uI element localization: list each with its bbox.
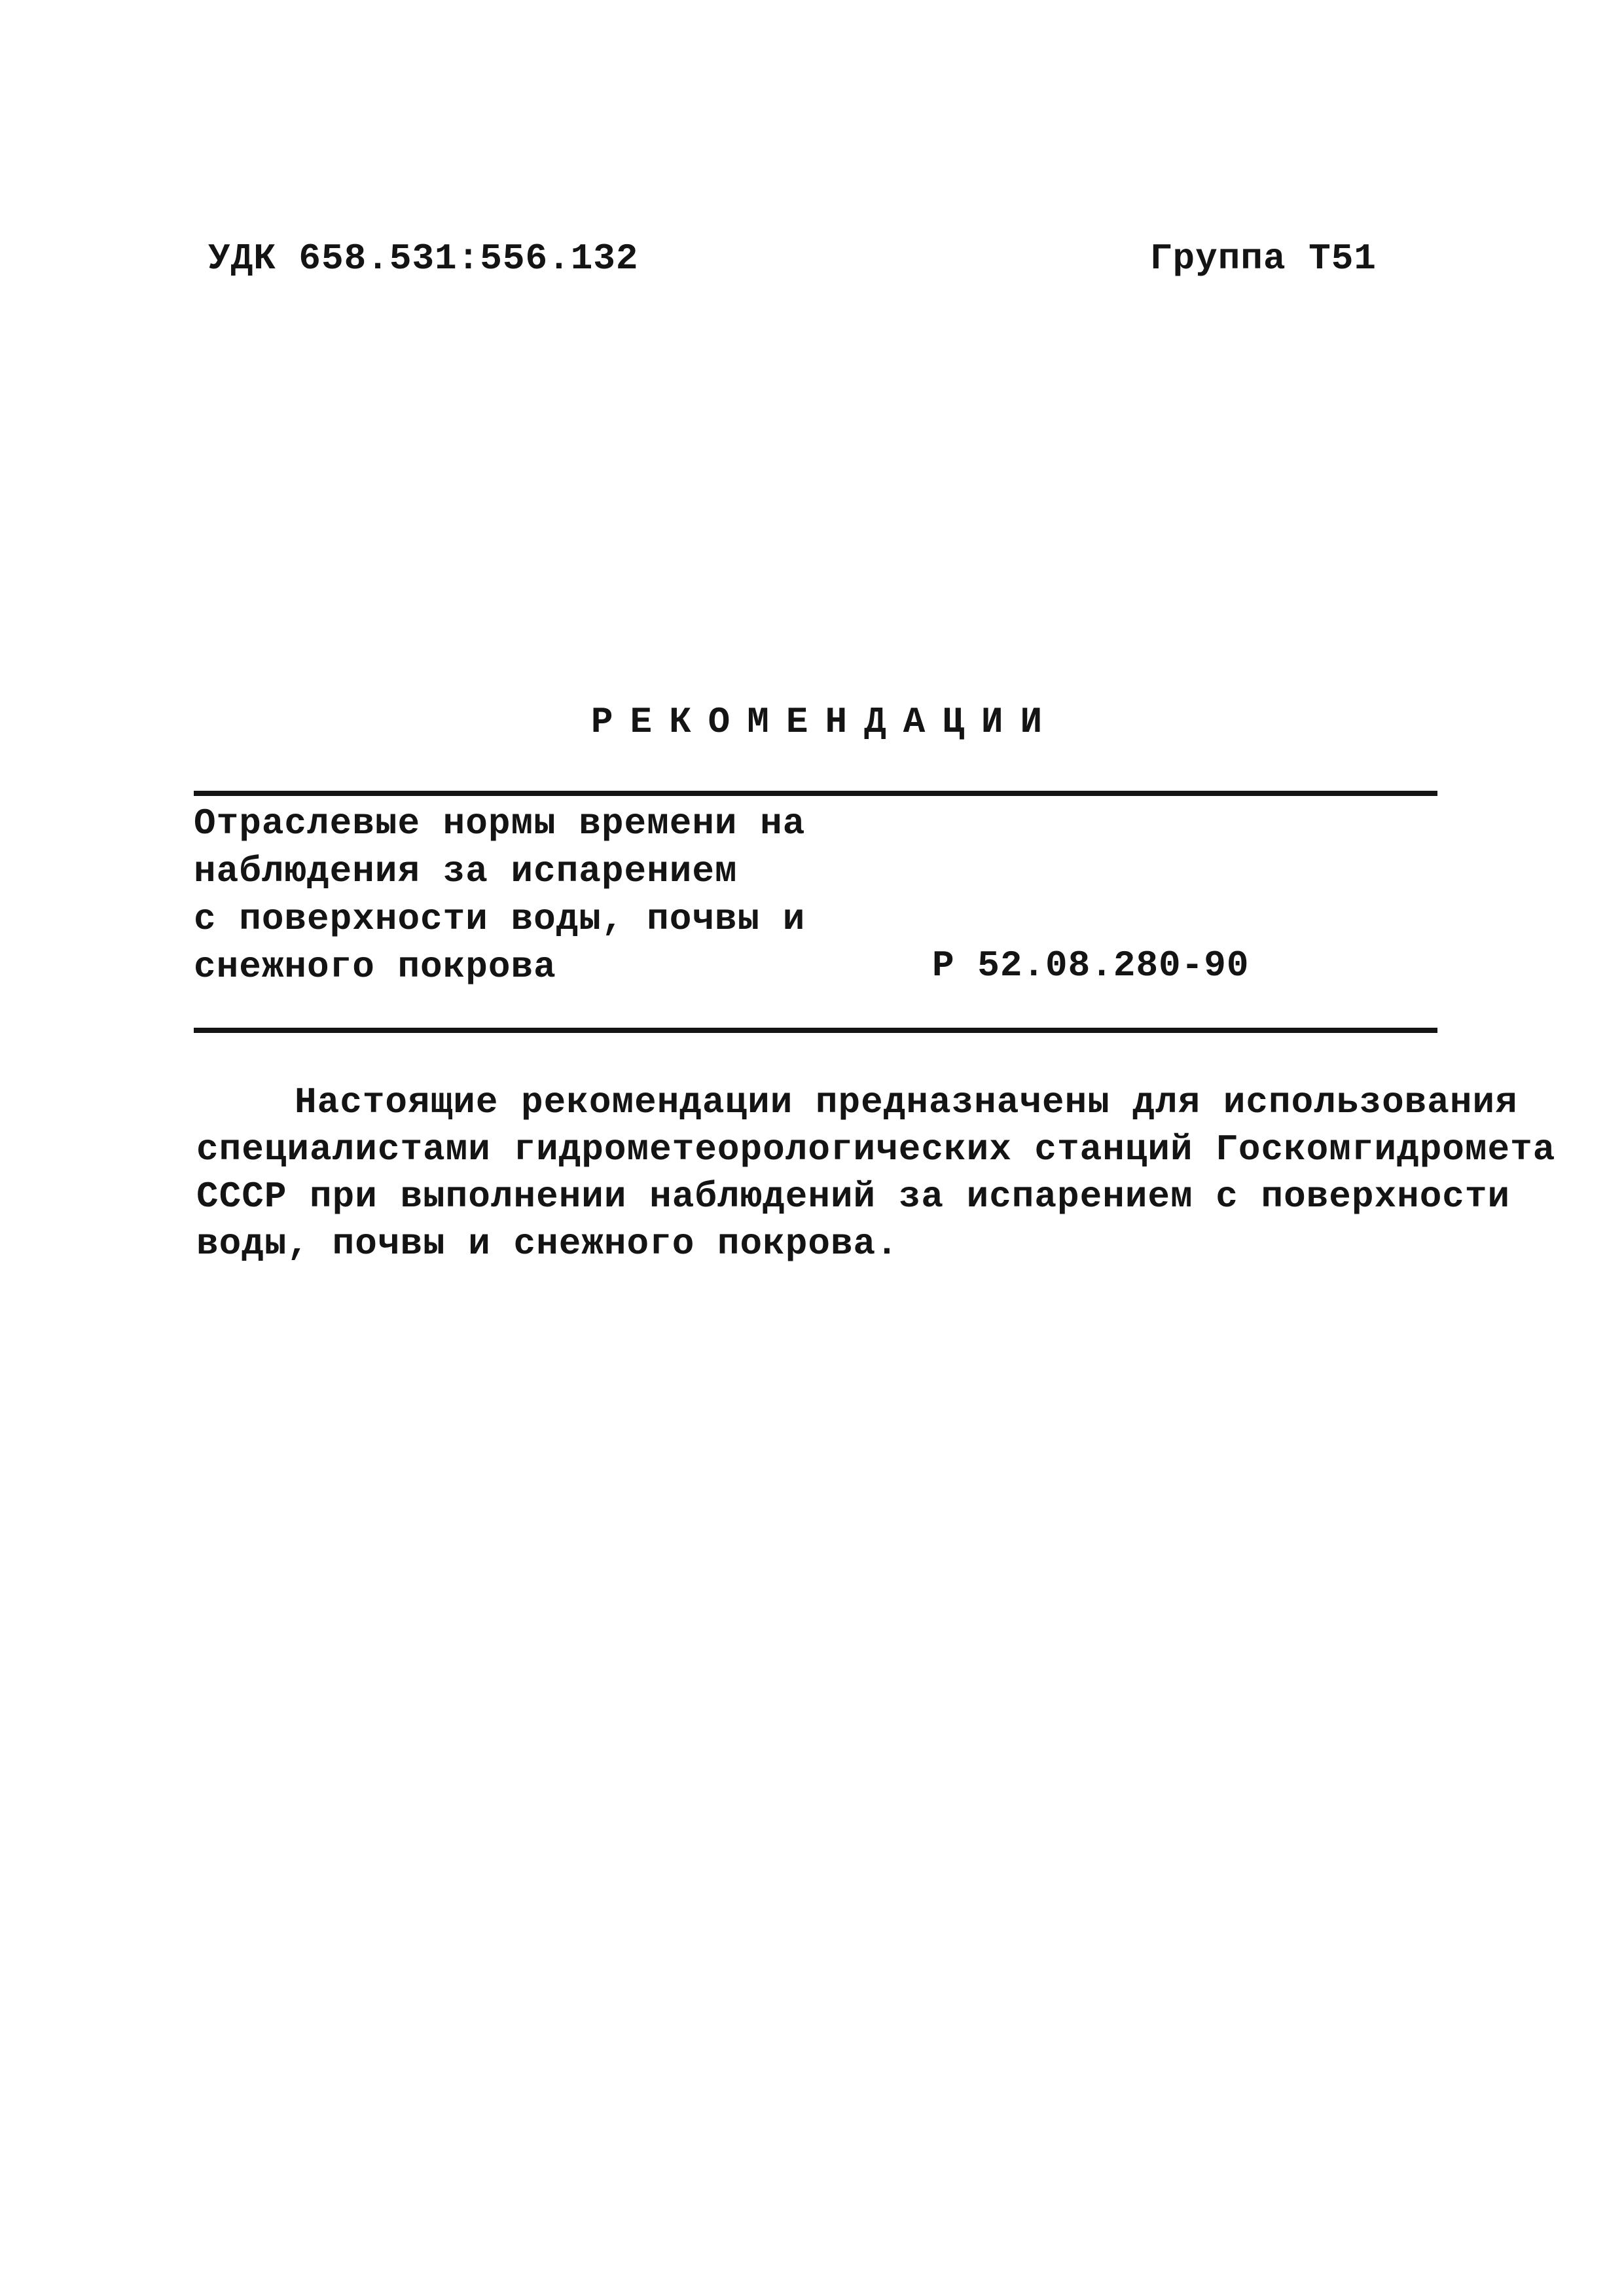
group-code: Группа Т51 xyxy=(1149,238,1377,280)
title-line: наблюдения за испарением xyxy=(194,850,738,892)
bottom-rule-divider xyxy=(194,1028,1437,1033)
udk-code: УДК 658.531:556.132 xyxy=(208,238,639,280)
paragraph-line: СССР при выполнении наблюдений за испарением с поверхности xyxy=(196,1176,1511,1218)
document-number: Р 52.08.280-90 xyxy=(932,945,1250,986)
title-line: с поверхности воды, почвы и xyxy=(194,898,806,940)
document-heading: РЕКОМЕНДАЦИИ xyxy=(590,701,1060,743)
title-line: снежного покрова xyxy=(194,946,556,988)
intro-paragraph xyxy=(196,1079,1556,1267)
paragraph-line: специалистами гидрометеорологических станций Госкомгидромета xyxy=(196,1129,1556,1170)
top-rule-divider xyxy=(194,791,1437,796)
document-title-block xyxy=(194,800,805,991)
title-line: Отраслевые нормы времени на xyxy=(194,803,806,844)
paragraph-line: воды, почвы и снежного покрова. xyxy=(196,1223,899,1265)
paragraph-line: Настоящие рекомендации предназначены для использования xyxy=(295,1081,1518,1123)
